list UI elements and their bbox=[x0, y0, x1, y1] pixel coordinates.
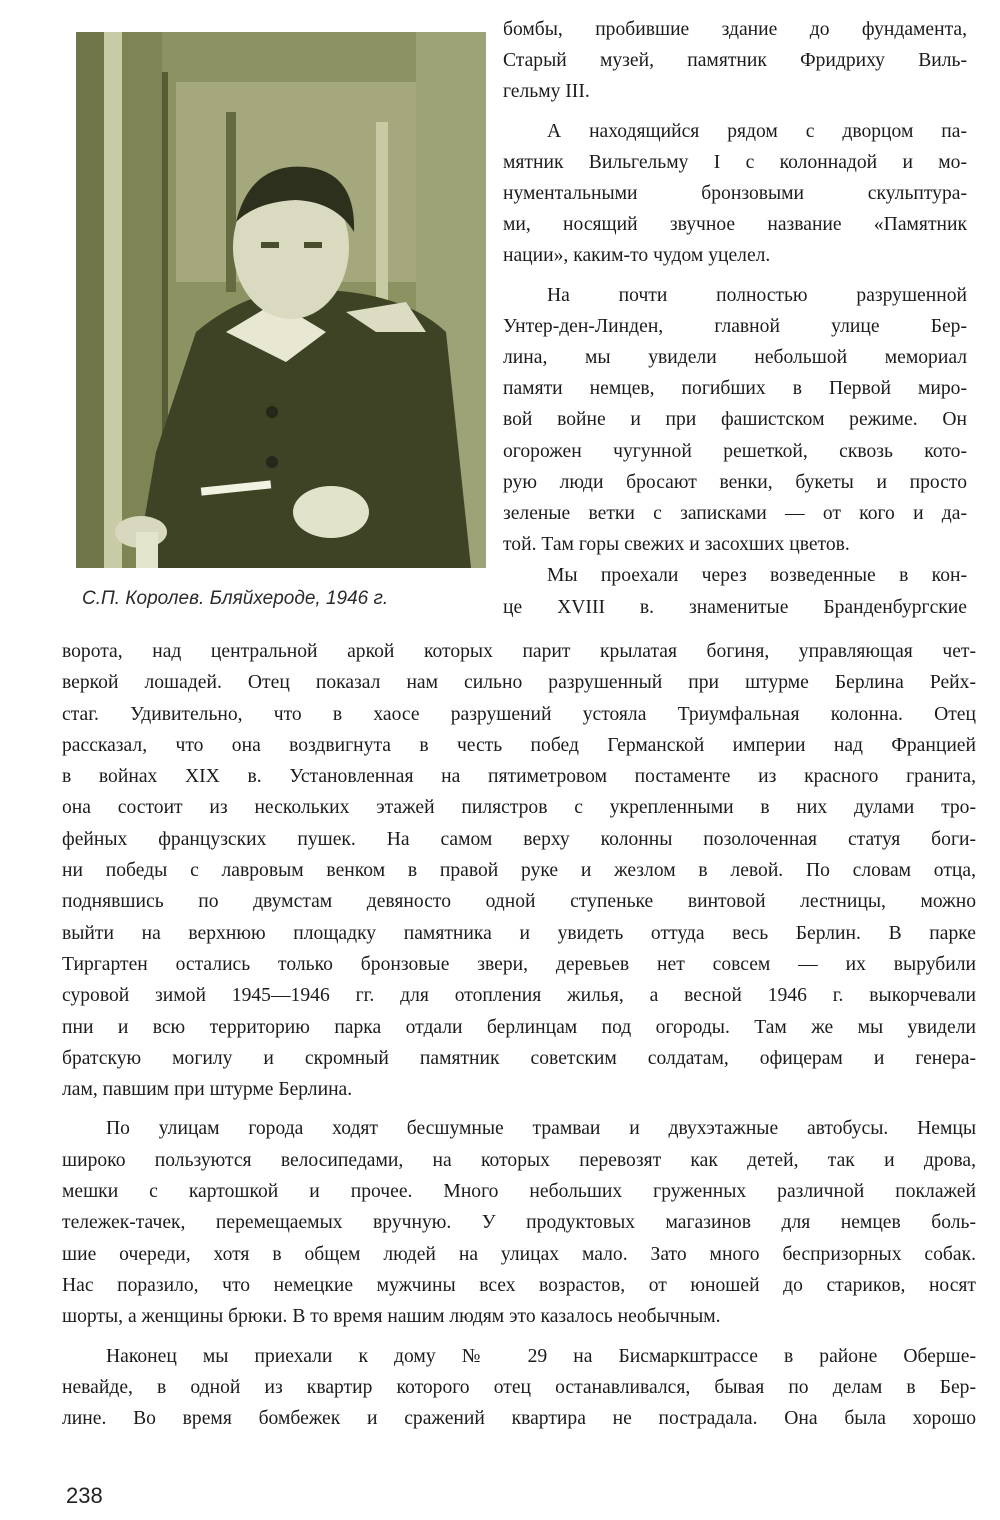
text-line: шие очереди, хотя в общем людей на улицах мало. Зато много беспризорных собак. bbox=[62, 1243, 976, 1265]
text-line: той. Там горы свежих и засохших цветов. bbox=[503, 534, 850, 556]
text-line: Мы проехали через возведенные в кон- bbox=[547, 565, 967, 587]
text-line: Наконец мы приехали к дому № 29 на Бисмаркштрассе в районе Оберше- bbox=[106, 1345, 976, 1367]
text-line: огорожен чугунной решеткой, сквозь кото- bbox=[503, 440, 967, 462]
text-line: мятник Вильгельму I с колоннадой и мо- bbox=[503, 151, 967, 173]
text-line: веркой лошадей. Отец показал нам сильно разрушенный при штурме Берлина Рейх- bbox=[62, 672, 976, 694]
text-line: она состоит из нескольких этажей пилястров с укрепленными в них дулами тро- bbox=[62, 797, 976, 819]
text-line: рую люди бросают венки, букеты и просто bbox=[503, 471, 967, 493]
text-line: шорты, а женщины брюки. В то время нашим людям это казалось необычным. bbox=[62, 1306, 721, 1328]
text-line: бомбы, пробившие здание до фундамента, bbox=[503, 19, 967, 40]
text-line: Старый музей, памятник Фридриху Виль- bbox=[503, 50, 967, 72]
text-line: памяти немцев, погибших в Первой миро- bbox=[503, 378, 967, 400]
text-line: фейных французских пушек. На самом верху колонны позолоченная статуя боги- bbox=[62, 828, 976, 850]
text-line: выйти на верхнюю площадку памятника и увидеть оттуда весь Берлин. В парке bbox=[62, 922, 976, 944]
text-line: Унтер-ден-Линден, главной улице Бер- bbox=[503, 315, 967, 337]
text-line: А находящийся рядом с дворцом па- bbox=[547, 120, 967, 142]
page-number: 238 bbox=[66, 1483, 103, 1508]
text-line: невайде, в одной из квартир которого отец останавливался, бывая по делам в Бер- bbox=[62, 1376, 976, 1398]
text-line: в войнах XIX в. Установленная на пятиметровом постаменте из красного гранита, bbox=[62, 766, 976, 788]
portrait-image bbox=[76, 32, 486, 568]
text-line: ни победы с лавровым венком в правой руке и жезлом в левой. По словам отца, bbox=[62, 860, 976, 882]
text-line: зеленые ветки с записками — от кого и да- bbox=[503, 503, 967, 525]
text-line: ворота, над центральной аркой которых парит крылатая богиня, управляющая чет- bbox=[62, 641, 976, 662]
text-body-full bbox=[62, 636, 976, 1434]
text-line: Нас поразило, что немецкие мужчины всех возрастов, от юношей до стариков, носят bbox=[62, 1274, 976, 1296]
text-line: нументальными бронзовыми скульптура- bbox=[503, 183, 967, 205]
text-line: гельму III. bbox=[503, 81, 590, 103]
photo-caption: С.П. Королев. Бляйхероде, 1946 г. bbox=[82, 588, 389, 609]
text-line: лам, павшим при штурме Берлина. bbox=[62, 1079, 353, 1101]
text-column-right bbox=[503, 14, 967, 623]
text-line: тележек-тачек, перемещаемых вручную. У продуктовых магазинов для немцев боль- bbox=[62, 1212, 976, 1234]
text-line: пни и всю территорию парка отдали берлинцам под огороды. Там же мы увидели bbox=[62, 1016, 976, 1038]
text-line: стаг. Удивительно, что в хаосе разрушений устояла Триумфальная колонна. Отец bbox=[62, 703, 976, 725]
text-line: широко пользуются велосипедами, на которых перевозят как детей, так и дрова, bbox=[62, 1149, 976, 1171]
text-line: лина, мы увидели небольшой мемориал bbox=[503, 347, 967, 369]
text-line: рассказал, что она воздвигнута в честь побед Германской империи над Францией bbox=[62, 734, 976, 756]
photo bbox=[76, 32, 486, 568]
text-line: нации», каким-то чудом уцелел. bbox=[503, 245, 771, 267]
text-line: Тиргартен остались только бронзовые звери, деревьев нет совсем — их вырубили bbox=[62, 953, 976, 975]
text-line: На почти полностью разрушенной bbox=[547, 284, 967, 306]
text-line: це XVIII в. знаменитые Бранденбургские bbox=[503, 596, 967, 618]
text-line: По улицам города ходят бесшумные трамваи и двухэтажные автобусы. Немцы bbox=[106, 1118, 976, 1140]
text-line: мешки с картошкой и прочее. Много небольших груженных различной поклажей bbox=[62, 1181, 976, 1203]
text-line: поднявшись по двумстам девяносто одной ступеньке винтовой лестницы, можно bbox=[62, 891, 976, 913]
text-line: лине. Во время бомбежек и сражений квартира не пострадала. Она была хорошо bbox=[62, 1408, 976, 1430]
text-line: вой войне и при фашистском режиме. Он bbox=[503, 409, 967, 431]
text-line: суровой зимой 1945—1946 гг. для отопления жилья, а весной 1946 г. выкорчевали bbox=[62, 985, 976, 1007]
text-line: братскую могилу и скромный памятник советским солдатам, офицерам и генера- bbox=[62, 1047, 976, 1069]
text-line: ми, носящий звучное название «Памятник bbox=[503, 214, 967, 236]
